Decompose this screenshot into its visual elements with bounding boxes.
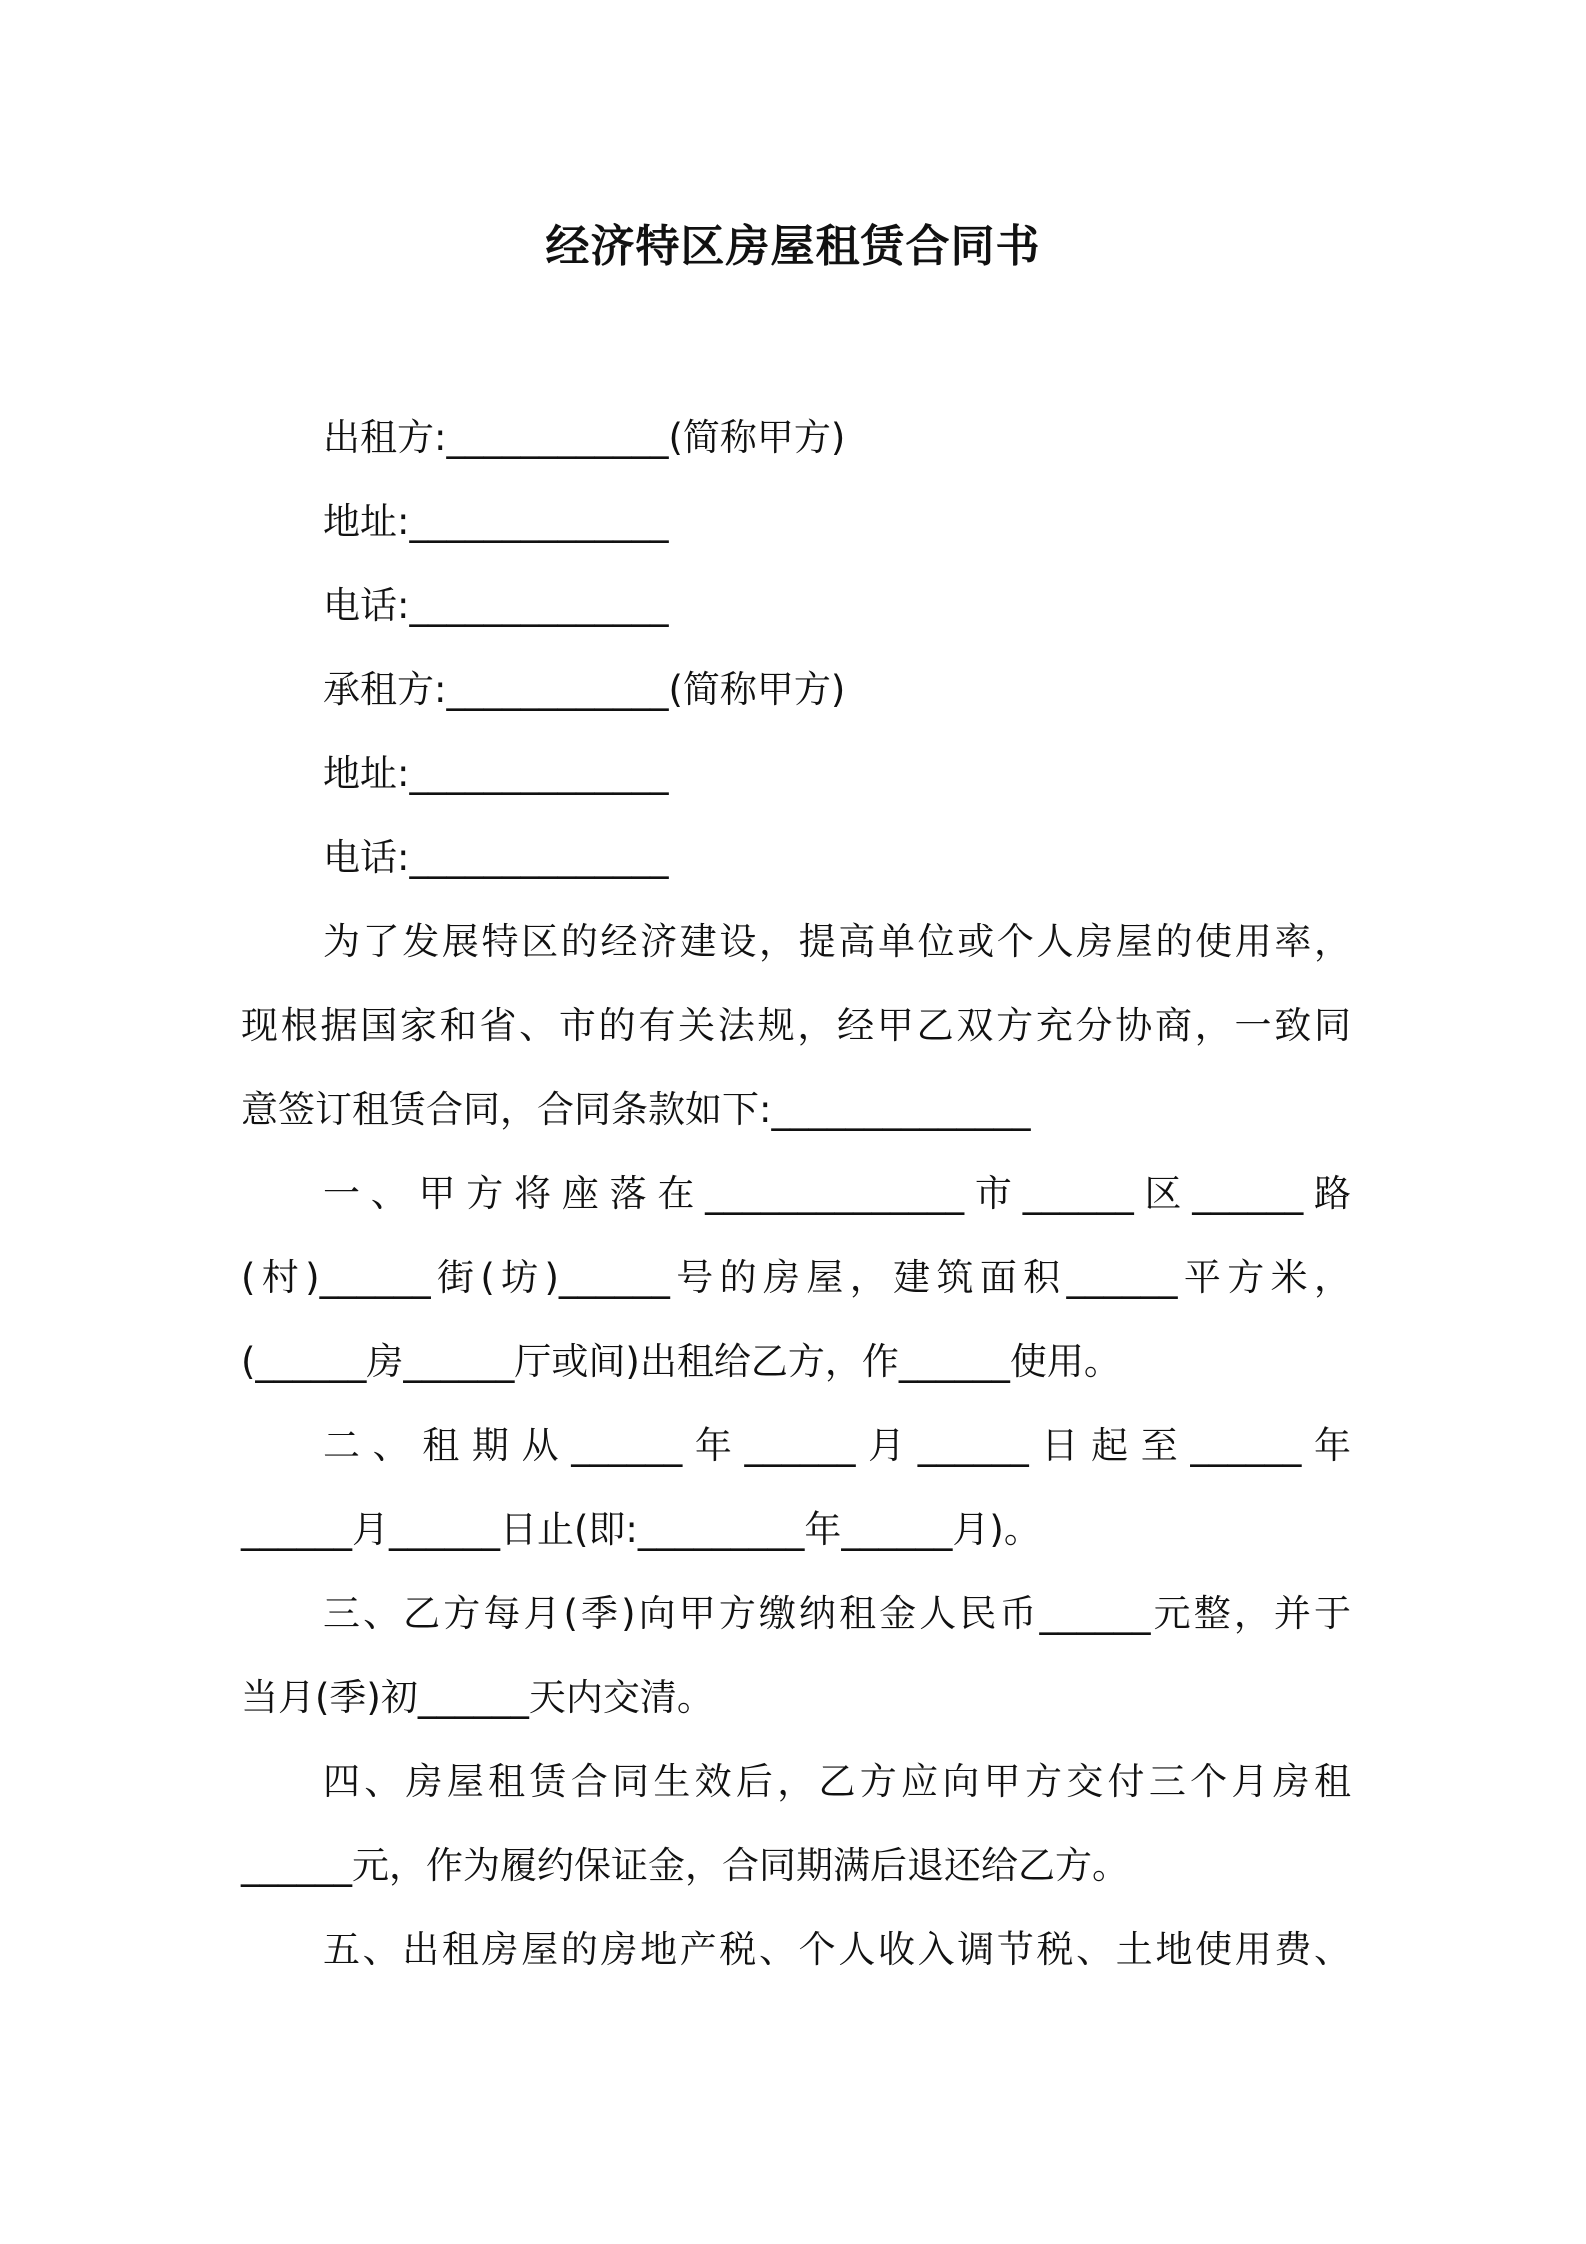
intro-line: 为了发展特区的经济建设，提高单位或个人房屋的使用率， <box>323 920 1351 963</box>
clause-3 <box>241 1572 1351 1740</box>
document-title: 经济特区房屋租赁合同书 <box>545 221 1041 272</box>
clause-5 <box>241 1908 1351 1992</box>
party-info <box>323 396 845 900</box>
clause-line: 一、甲方将座落在______________市______区______路 <box>323 1172 1351 1215</box>
clause-line: ______元，作为履约保证金，合同期满后退还给乙方。 <box>241 1844 1129 1887</box>
lessee-line: 承租方:____________(简称甲方) <box>323 668 846 711</box>
clause-line: (______房______厅或间)出租给乙方，作______使用。 <box>241 1340 1121 1383</box>
clause-2 <box>241 1404 1351 1572</box>
intro-line: 现根据国家和省、市的有关法规，经甲乙双方充分协商，一致同 <box>241 1004 1351 1047</box>
clause-line: (村)______街(坊)______号的房屋，建筑面积______平方米， <box>241 1256 1351 1299</box>
lessee-address-line: 地址:______________ <box>323 752 669 795</box>
intro-line: 意签订租赁合同，合同条款如下:______________ <box>241 1088 1031 1131</box>
clause-line: 五、出租房屋的房地产税、个人收入调节税、土地使用费、 <box>323 1928 1351 1971</box>
intro-paragraph <box>241 900 1351 1152</box>
clause-line: 四、房屋租赁合同生效后，乙方应向甲方交付三个月房租 <box>323 1760 1351 1803</box>
clause-line: 三、乙方每月(季)向甲方缴纳租金人民币______元整，并于 <box>323 1592 1351 1635</box>
clause-1 <box>241 1152 1351 1404</box>
lessor-line: 出租方:____________(简称甲方) <box>323 416 846 459</box>
lessor-phone-line: 电话:______________ <box>323 584 669 627</box>
lessor-address-line: 地址:______________ <box>323 500 669 543</box>
clause-4 <box>241 1740 1351 1908</box>
clause-line: 当月(季)初______天内交清。 <box>241 1676 714 1719</box>
lessee-phone-line: 电话:______________ <box>323 836 669 879</box>
clause-line: ______月______日止(即:_________年______月)。 <box>241 1508 1041 1551</box>
clause-line: 二、租期从______年______月______日起至______年 <box>323 1424 1351 1467</box>
